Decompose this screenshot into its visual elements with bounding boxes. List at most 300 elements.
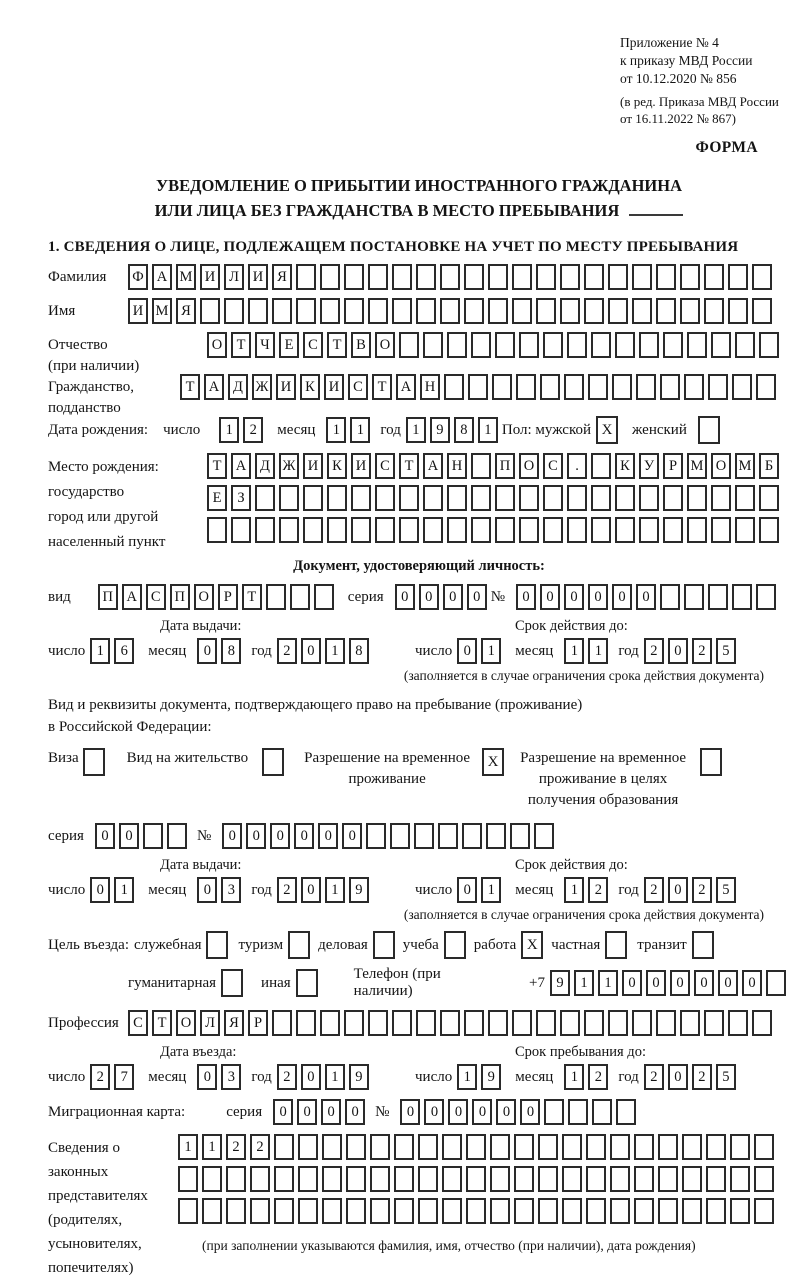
char-box[interactable] <box>250 1166 270 1192</box>
char-box[interactable]: 1 <box>325 638 345 664</box>
char-box[interactable] <box>536 298 556 324</box>
char-box[interactable]: П <box>98 584 118 610</box>
char-box[interactable] <box>399 517 419 543</box>
business-checkbox[interactable] <box>373 931 395 959</box>
char-box[interactable] <box>658 1166 678 1192</box>
char-box[interactable]: О <box>176 1010 196 1036</box>
char-box[interactable] <box>592 1099 612 1125</box>
char-box[interactable]: Б <box>759 453 779 479</box>
char-box[interactable]: О <box>519 453 539 479</box>
char-box[interactable]: 3 <box>221 1064 241 1090</box>
char-box[interactable]: 6 <box>114 638 134 664</box>
char-box[interactable]: 0 <box>197 638 217 664</box>
char-box[interactable] <box>711 517 731 543</box>
char-box[interactable]: 9 <box>430 417 450 443</box>
char-box[interactable] <box>658 1198 678 1224</box>
char-box[interactable] <box>519 485 539 511</box>
char-box[interactable] <box>442 1166 462 1192</box>
char-box[interactable] <box>466 1166 486 1192</box>
char-box[interactable] <box>732 584 752 610</box>
char-box[interactable] <box>490 1166 510 1192</box>
char-box[interactable]: М <box>687 453 707 479</box>
char-box[interactable]: Т <box>372 374 392 400</box>
char-box[interactable]: З <box>231 485 251 511</box>
char-box[interactable]: 0 <box>564 584 584 610</box>
char-box[interactable]: П <box>495 453 515 479</box>
char-box[interactable] <box>754 1134 774 1160</box>
char-box[interactable] <box>255 485 275 511</box>
permit-number-input[interactable] <box>222 823 558 849</box>
char-box[interactable] <box>346 1134 366 1160</box>
char-box[interactable]: 1 <box>219 417 239 443</box>
char-box[interactable] <box>680 1010 700 1036</box>
char-box[interactable] <box>327 517 347 543</box>
char-box[interactable] <box>272 298 292 324</box>
permit-series-input[interactable] <box>95 823 191 849</box>
char-box[interactable] <box>440 298 460 324</box>
char-box[interactable] <box>730 1134 750 1160</box>
char-box[interactable]: 0 <box>222 823 242 849</box>
char-box[interactable] <box>680 264 700 290</box>
char-box[interactable] <box>416 1010 436 1036</box>
tourism-checkbox[interactable] <box>288 931 310 959</box>
char-box[interactable] <box>370 1134 390 1160</box>
char-box[interactable] <box>684 584 704 610</box>
char-box[interactable] <box>634 1198 654 1224</box>
char-box[interactable]: Т <box>399 453 419 479</box>
char-box[interactable] <box>248 298 268 324</box>
char-box[interactable] <box>615 332 635 358</box>
char-box[interactable] <box>255 517 275 543</box>
char-box[interactable]: 1 <box>325 1064 345 1090</box>
char-box[interactable]: 0 <box>301 877 321 903</box>
char-box[interactable]: 1 <box>326 417 346 443</box>
char-box[interactable] <box>704 298 724 324</box>
char-box[interactable]: Я <box>272 264 292 290</box>
char-box[interactable] <box>584 298 604 324</box>
char-box[interactable] <box>495 332 515 358</box>
char-box[interactable] <box>752 298 772 324</box>
char-box[interactable] <box>392 1010 412 1036</box>
char-box[interactable] <box>591 517 611 543</box>
char-box[interactable]: А <box>204 374 224 400</box>
char-box[interactable] <box>440 1010 460 1036</box>
humanitarian-checkbox[interactable] <box>221 969 243 997</box>
phone-input[interactable] <box>550 970 790 996</box>
doc-issue-year-input[interactable] <box>277 638 373 664</box>
char-box[interactable]: 1 <box>325 877 345 903</box>
char-box[interactable] <box>226 1166 246 1192</box>
char-box[interactable]: 0 <box>472 1099 492 1125</box>
char-box[interactable] <box>290 584 310 610</box>
char-box[interactable] <box>468 374 488 400</box>
char-box[interactable] <box>366 823 386 849</box>
char-box[interactable]: 1 <box>564 877 584 903</box>
char-box[interactable] <box>519 332 539 358</box>
char-box[interactable]: 1 <box>406 417 426 443</box>
char-box[interactable] <box>178 1198 198 1224</box>
char-box[interactable] <box>488 298 508 324</box>
char-box[interactable]: Т <box>152 1010 172 1036</box>
char-box[interactable]: 5 <box>716 877 736 903</box>
char-box[interactable] <box>471 332 491 358</box>
char-box[interactable]: Ч <box>255 332 275 358</box>
char-box[interactable]: 9 <box>550 970 570 996</box>
char-box[interactable] <box>250 1198 270 1224</box>
char-box[interactable]: А <box>396 374 416 400</box>
char-box[interactable] <box>471 453 491 479</box>
citizenship-input[interactable] <box>180 374 780 400</box>
char-box[interactable]: О <box>375 332 395 358</box>
char-box[interactable] <box>514 1134 534 1160</box>
char-box[interactable]: 0 <box>301 638 321 664</box>
char-box[interactable]: И <box>128 298 148 324</box>
permit-valid-month-input[interactable] <box>564 877 612 903</box>
char-box[interactable]: К <box>327 453 347 479</box>
char-box[interactable] <box>536 264 556 290</box>
char-box[interactable] <box>416 298 436 324</box>
char-box[interactable] <box>392 298 412 324</box>
char-box[interactable]: 1 <box>90 638 110 664</box>
char-box[interactable] <box>588 374 608 400</box>
char-box[interactable] <box>735 332 755 358</box>
char-box[interactable] <box>492 374 512 400</box>
char-box[interactable]: 1 <box>481 638 501 664</box>
char-box[interactable]: С <box>128 1010 148 1036</box>
char-box[interactable]: 2 <box>277 1064 297 1090</box>
char-box[interactable]: 2 <box>277 638 297 664</box>
char-box[interactable] <box>394 1198 414 1224</box>
char-box[interactable]: В <box>351 332 371 358</box>
char-box[interactable] <box>296 1010 316 1036</box>
char-box[interactable]: Н <box>447 453 467 479</box>
char-box[interactable] <box>567 517 587 543</box>
char-box[interactable]: И <box>303 453 323 479</box>
char-box[interactable]: 0 <box>419 584 439 610</box>
char-box[interactable]: 0 <box>270 823 290 849</box>
char-box[interactable]: 8 <box>454 417 474 443</box>
char-box[interactable]: 0 <box>443 584 463 610</box>
char-box[interactable] <box>327 485 347 511</box>
char-box[interactable]: . <box>567 453 587 479</box>
char-box[interactable] <box>730 1198 750 1224</box>
name-input[interactable] <box>128 298 776 324</box>
char-box[interactable] <box>495 517 515 543</box>
char-box[interactable] <box>466 1198 486 1224</box>
char-box[interactable]: С <box>348 374 368 400</box>
char-box[interactable] <box>632 264 652 290</box>
char-box[interactable] <box>143 823 163 849</box>
char-box[interactable] <box>274 1198 294 1224</box>
char-box[interactable] <box>510 823 530 849</box>
legal-reps-input-row1[interactable] <box>178 1134 778 1160</box>
char-box[interactable]: Т <box>207 453 227 479</box>
char-box[interactable] <box>684 374 704 400</box>
char-box[interactable] <box>610 1134 630 1160</box>
char-box[interactable] <box>423 332 443 358</box>
char-box[interactable]: Н <box>420 374 440 400</box>
char-box[interactable] <box>610 1198 630 1224</box>
char-box[interactable] <box>274 1166 294 1192</box>
char-box[interactable] <box>766 970 786 996</box>
char-box[interactable] <box>636 374 656 400</box>
char-box[interactable]: С <box>146 584 166 610</box>
entry-month-input[interactable] <box>197 1064 245 1090</box>
char-box[interactable] <box>351 485 371 511</box>
char-box[interactable] <box>634 1134 654 1160</box>
char-box[interactable] <box>375 485 395 511</box>
char-box[interactable] <box>687 485 707 511</box>
char-box[interactable] <box>314 584 334 610</box>
char-box[interactable]: А <box>152 264 172 290</box>
char-box[interactable] <box>735 517 755 543</box>
char-box[interactable]: 1 <box>457 1064 477 1090</box>
char-box[interactable]: 0 <box>345 1099 365 1125</box>
char-box[interactable] <box>488 1010 508 1036</box>
char-box[interactable] <box>568 1099 588 1125</box>
official-checkbox[interactable] <box>206 931 228 959</box>
char-box[interactable] <box>706 1166 726 1192</box>
permit-issue-day-input[interactable] <box>90 877 138 903</box>
char-box[interactable]: М <box>152 298 172 324</box>
char-box[interactable]: Ж <box>279 453 299 479</box>
char-box[interactable]: 0 <box>294 823 314 849</box>
char-box[interactable]: 0 <box>424 1099 444 1125</box>
char-box[interactable] <box>464 264 484 290</box>
char-box[interactable] <box>608 1010 628 1036</box>
char-box[interactable]: 8 <box>221 638 241 664</box>
char-box[interactable] <box>447 485 467 511</box>
char-box[interactable] <box>471 517 491 543</box>
char-box[interactable] <box>759 517 779 543</box>
stay-day-input[interactable] <box>457 1064 505 1090</box>
char-box[interactable]: 9 <box>481 1064 501 1090</box>
char-box[interactable] <box>488 264 508 290</box>
char-box[interactable] <box>303 485 323 511</box>
char-box[interactable]: Я <box>224 1010 244 1036</box>
residence-permit-checkbox[interactable] <box>262 748 284 776</box>
char-box[interactable] <box>615 517 635 543</box>
char-box[interactable] <box>370 1166 390 1192</box>
char-box[interactable]: Л <box>224 264 244 290</box>
char-box[interactable] <box>392 264 412 290</box>
char-box[interactable] <box>732 374 752 400</box>
char-box[interactable]: К <box>300 374 320 400</box>
char-box[interactable] <box>322 1198 342 1224</box>
char-box[interactable]: 0 <box>197 877 217 903</box>
visa-checkbox[interactable] <box>83 748 105 776</box>
char-box[interactable]: Е <box>279 332 299 358</box>
char-box[interactable]: 0 <box>301 1064 321 1090</box>
char-box[interactable] <box>266 584 286 610</box>
char-box[interactable]: 0 <box>467 584 487 610</box>
char-box[interactable]: 9 <box>349 1064 369 1090</box>
char-box[interactable] <box>320 298 340 324</box>
char-box[interactable] <box>322 1166 342 1192</box>
stay-year-input[interactable] <box>644 1064 740 1090</box>
char-box[interactable]: 1 <box>114 877 134 903</box>
birth-place-input-row1[interactable] <box>207 453 783 479</box>
char-box[interactable] <box>543 332 563 358</box>
char-box[interactable]: 0 <box>668 1064 688 1090</box>
char-box[interactable] <box>584 264 604 290</box>
char-box[interactable]: 0 <box>612 584 632 610</box>
char-box[interactable]: 0 <box>520 1099 540 1125</box>
char-box[interactable] <box>538 1198 558 1224</box>
char-box[interactable] <box>462 823 482 849</box>
char-box[interactable]: 0 <box>668 638 688 664</box>
char-box[interactable] <box>368 298 388 324</box>
char-box[interactable] <box>274 1134 294 1160</box>
char-box[interactable] <box>728 264 748 290</box>
char-box[interactable]: И <box>276 374 296 400</box>
doc-number-input[interactable] <box>516 584 780 610</box>
char-box[interactable]: И <box>351 453 371 479</box>
char-box[interactable] <box>534 823 554 849</box>
char-box[interactable] <box>634 1166 654 1192</box>
char-box[interactable]: Р <box>218 584 238 610</box>
char-box[interactable] <box>344 298 364 324</box>
char-box[interactable]: 1 <box>178 1134 198 1160</box>
char-box[interactable] <box>322 1134 342 1160</box>
char-box[interactable] <box>759 332 779 358</box>
char-box[interactable] <box>519 517 539 543</box>
surname-input[interactable] <box>128 264 776 290</box>
char-box[interactable] <box>591 485 611 511</box>
char-box[interactable] <box>730 1166 750 1192</box>
char-box[interactable] <box>616 1099 636 1125</box>
char-box[interactable] <box>680 298 700 324</box>
char-box[interactable]: 0 <box>496 1099 516 1125</box>
char-box[interactable] <box>320 1010 340 1036</box>
char-box[interactable] <box>567 332 587 358</box>
char-box[interactable] <box>708 584 728 610</box>
char-box[interactable] <box>466 1134 486 1160</box>
char-box[interactable]: Е <box>207 485 227 511</box>
char-box[interactable] <box>663 332 683 358</box>
char-box[interactable] <box>418 1166 438 1192</box>
doc-valid-year-input[interactable] <box>644 638 740 664</box>
char-box[interactable]: 5 <box>716 638 736 664</box>
char-box[interactable]: 1 <box>588 638 608 664</box>
char-box[interactable] <box>756 584 776 610</box>
char-box[interactable] <box>660 584 680 610</box>
char-box[interactable]: 0 <box>395 584 415 610</box>
char-box[interactable] <box>298 1134 318 1160</box>
char-box[interactable]: 2 <box>226 1134 246 1160</box>
char-box[interactable] <box>735 485 755 511</box>
char-box[interactable] <box>399 332 419 358</box>
char-box[interactable] <box>706 1198 726 1224</box>
char-box[interactable]: А <box>231 453 251 479</box>
char-box[interactable] <box>438 823 458 849</box>
char-box[interactable] <box>202 1166 222 1192</box>
char-box[interactable] <box>490 1198 510 1224</box>
temp-residence-checkbox[interactable]: X <box>482 748 504 776</box>
char-box[interactable]: Т <box>327 332 347 358</box>
char-box[interactable] <box>231 517 251 543</box>
char-box[interactable] <box>658 1134 678 1160</box>
char-box[interactable]: 2 <box>588 877 608 903</box>
char-box[interactable] <box>687 332 707 358</box>
char-box[interactable] <box>543 517 563 543</box>
char-box[interactable] <box>440 264 460 290</box>
birth-place-input-row3[interactable] <box>207 517 783 543</box>
char-box[interactable]: Т <box>231 332 251 358</box>
char-box[interactable] <box>370 1198 390 1224</box>
char-box[interactable]: С <box>375 453 395 479</box>
patronymic-input[interactable] <box>207 332 783 358</box>
char-box[interactable]: 0 <box>119 823 139 849</box>
char-box[interactable]: 1 <box>598 970 618 996</box>
char-box[interactable]: 0 <box>636 584 656 610</box>
char-box[interactable] <box>704 264 724 290</box>
char-box[interactable]: 0 <box>668 877 688 903</box>
char-box[interactable] <box>708 374 728 400</box>
char-box[interactable]: 0 <box>646 970 666 996</box>
char-box[interactable] <box>464 298 484 324</box>
char-box[interactable] <box>562 1166 582 1192</box>
char-box[interactable] <box>560 298 580 324</box>
migration-series-input[interactable] <box>273 1099 369 1125</box>
char-box[interactable]: Ф <box>128 264 148 290</box>
legal-reps-input-row3[interactable] <box>178 1198 778 1224</box>
char-box[interactable] <box>756 374 776 400</box>
char-box[interactable] <box>298 1198 318 1224</box>
transit-checkbox[interactable] <box>692 931 714 959</box>
char-box[interactable] <box>394 1134 414 1160</box>
permit-issue-month-input[interactable] <box>197 877 245 903</box>
char-box[interactable]: 0 <box>318 823 338 849</box>
char-box[interactable] <box>754 1198 774 1224</box>
char-box[interactable] <box>639 517 659 543</box>
char-box[interactable] <box>416 264 436 290</box>
char-box[interactable]: 0 <box>297 1099 317 1125</box>
char-box[interactable] <box>486 823 506 849</box>
char-box[interactable] <box>610 1166 630 1192</box>
char-box[interactable] <box>464 1010 484 1036</box>
char-box[interactable]: С <box>543 453 563 479</box>
char-box[interactable] <box>296 298 316 324</box>
char-box[interactable] <box>423 517 443 543</box>
char-box[interactable]: А <box>423 453 443 479</box>
char-box[interactable] <box>512 298 532 324</box>
char-box[interactable]: Л <box>200 1010 220 1036</box>
char-box[interactable] <box>418 1134 438 1160</box>
char-box[interactable] <box>656 298 676 324</box>
char-box[interactable] <box>632 298 652 324</box>
char-box[interactable]: Д <box>228 374 248 400</box>
char-box[interactable]: 0 <box>457 877 477 903</box>
char-box[interactable] <box>615 485 635 511</box>
char-box[interactable] <box>682 1198 702 1224</box>
char-box[interactable]: 1 <box>481 877 501 903</box>
study-checkbox[interactable] <box>444 931 466 959</box>
char-box[interactable]: Ж <box>252 374 272 400</box>
char-box[interactable] <box>544 1099 564 1125</box>
char-box[interactable] <box>442 1134 462 1160</box>
entry-year-input[interactable] <box>277 1064 373 1090</box>
char-box[interactable]: 2 <box>243 417 263 443</box>
entry-day-input[interactable] <box>90 1064 138 1090</box>
char-box[interactable]: 2 <box>692 638 712 664</box>
birth-day-input[interactable] <box>219 417 267 443</box>
char-box[interactable] <box>512 264 532 290</box>
char-box[interactable] <box>752 1010 772 1036</box>
char-box[interactable] <box>639 332 659 358</box>
char-box[interactable]: 0 <box>342 823 362 849</box>
char-box[interactable] <box>656 264 676 290</box>
